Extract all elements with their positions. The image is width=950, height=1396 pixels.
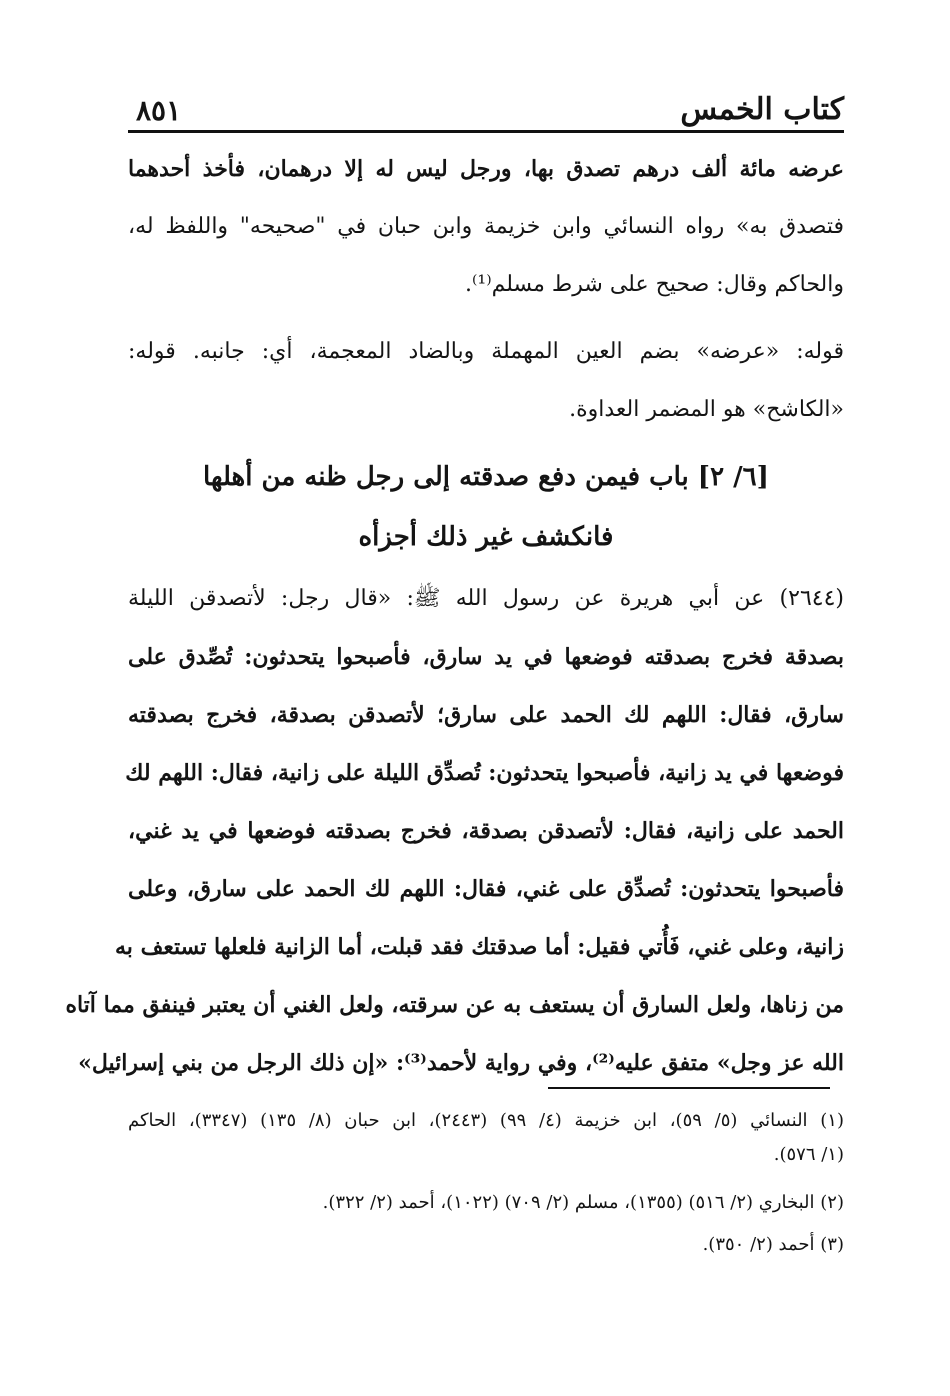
footnote-1: (١) النسائي (٥/ ٥٩)، ابن خزيمة (٤/ ٩٩) (٢٤٤٣)، ابن حبان (٨/ ١٣٥) (٣٣٤٧)، الحاكم	[128, 1110, 844, 1131]
header-rule	[128, 130, 844, 133]
text-line: قوله: «عرضه» بضم العين المهملة وبالضاد المعجمة، أي: جانبه. قوله:	[128, 339, 844, 364]
text-line: فوضعها في يد زانية، فأصبحوا يتحدثون: تُصدِّق الليلة على زانية، فقال: اللهم لك	[125, 760, 844, 786]
footnote-3: (٣) أحمد (٢/ ٣٥٠).	[702, 1234, 844, 1255]
text-line: الله عز وجل» متفق عليه⁽²⁾، وفي رواية لأحمد⁽³⁾: «إن ذلك الرجل من بني إسرائيل»	[78, 1050, 844, 1076]
chapter-title-line: [٦/ ٢] باب فيمن دفع صدقته إلى رجل ظنه من أهلها	[203, 462, 769, 492]
page-number: ٨٥١	[136, 94, 182, 127]
text-line: فتصدق به» رواه النسائي وابن خزيمة وابن حبان في "صحيحه" واللفظ له،	[128, 214, 844, 239]
text-line: والحاكم وقال: صحيح على شرط مسلم⁽¹⁾.	[464, 272, 844, 297]
chapter-title-line: فانكشف غير ذلك أجزأه	[358, 522, 614, 552]
text-line: (٢٦٤٤) عن أبي هريرة عن رسول الله ﷺ: «قال رجل: لأتصدقن الليلة	[128, 586, 844, 611]
footnote-separator	[548, 1087, 830, 1089]
page-header	[128, 92, 844, 130]
text-line: «الكاشح» هو المضمر العداوة.	[569, 397, 844, 422]
text-line: سارق، فقال: اللهم لك الحمد على سارق؛ لأتصدقن بصدقة، فخرج بصدقته	[128, 702, 844, 728]
footnote-2: (٢) البخاري (٢/ ٥١٦) (١٣٥٥)، مسلم (٢/ ٧٠٩) (١٠٢٢)، أحمد (٢/ ٣٢٢).	[322, 1192, 844, 1213]
running-title: كتاب الخمس	[680, 92, 844, 127]
text-line: زانية، وعلى غني، فَأُتي فقيل: أما صدقتك فقد قبلت، أما الزانية فلعلها تستعف به	[115, 934, 844, 960]
book-page	[65, 92, 844, 1312]
text-line: من زناها، ولعل السارق أن يستعف به عن سرقته، ولعل الغني أن يعتبر فينفق مما آتاه	[65, 992, 844, 1018]
text-line: بصدقة فخرج بصدقته فوضعها في يد سارق، فأصبحوا يتحدثون: تُصِّدق على	[128, 644, 844, 670]
text-line: عرضه مائة ألف درهم تصدق بها، ورجل ليس له إلا درهمان، فأخذ أحدهما	[128, 156, 844, 182]
footnote-1-continued: (١/ ٥٧٦).	[773, 1144, 844, 1165]
text-line: فأصبحوا يتحدثون: تُصدِّق على غني، فقال: اللهم لك الحمد على سارق، وعلى	[128, 876, 844, 902]
text-line: الحمد على زانية، فقال: لأتصدقن بصدقة، فخرج بصدقته فوضعها في يد غني،	[128, 818, 844, 844]
